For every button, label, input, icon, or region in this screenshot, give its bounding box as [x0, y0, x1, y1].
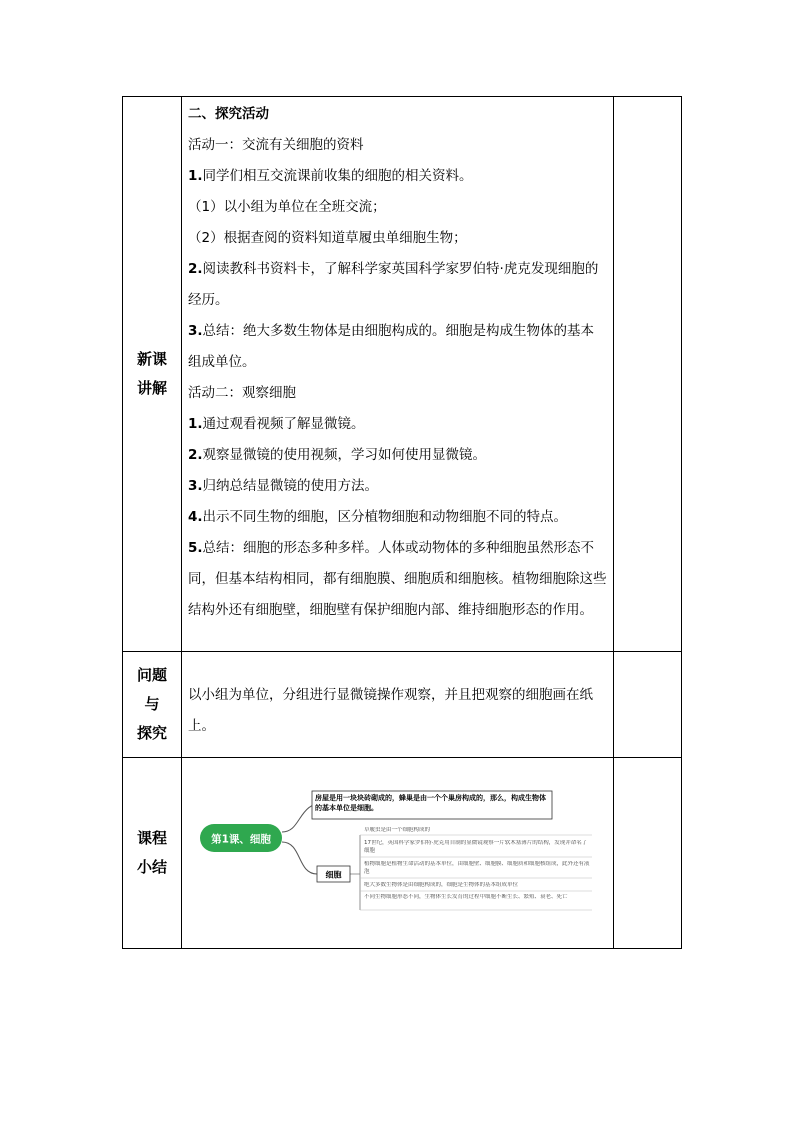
mindmap	[182, 758, 614, 948]
activity-subitem: （1）以小组为单位在全班交流；	[188, 199, 386, 215]
item-number: 1.	[188, 168, 203, 184]
activity-two-title: 活动二：观察细胞	[188, 385, 296, 401]
item-number: 3.	[188, 323, 203, 339]
item-text: 阅读教科书资料卡，了解科学家英国科学家罗伯特·虎克发现细胞的经历。	[188, 261, 599, 308]
mindmap-leaf-text: 不同生物细胞形态不同，生物体生长发育的过程中细胞不断生长、繁殖、衰老、死亡	[364, 894, 568, 900]
mindmap-root-label: 第1课、细胞	[211, 833, 271, 846]
item-text: 观察显微镜的使用视频，学习如何使用显微镜。	[202, 447, 487, 463]
label-line: 问题	[136, 666, 167, 684]
new-lesson-row	[123, 97, 682, 652]
activity-item	[188, 471, 607, 502]
activity-item	[188, 316, 607, 378]
item-number: 4.	[188, 509, 203, 525]
activity-item	[188, 533, 607, 626]
mindmap-leaf-text: 17世纪，英国科学家罗伯特·虎克用自制的显微镜观察一片软木塞薄片的结构，发现并命名了细胞	[364, 840, 588, 854]
mindmap-leaf-text: 草履虫是由一个细胞构成的	[364, 827, 431, 833]
item-text: 归纳总结显微镜的使用方法。	[202, 478, 379, 494]
item-text: 总结：绝大多数生物体是由细胞构成的。细胞是构成生物体的基本组成单位。	[188, 323, 595, 370]
mindmap-leaf-text: 绝大多数生物体是由细胞构成的，细胞是生物体的基本组成单位	[364, 882, 519, 888]
item-number: 1.	[188, 416, 203, 432]
item-text: 通过观看视频了解显微镜。	[202, 416, 365, 432]
row-label-summary	[123, 758, 182, 949]
mindmap-leaf	[364, 861, 592, 878]
question-content: 以小组为单位，分组进行显微镜操作观察，并且把观察的细胞画在纸上。	[182, 652, 614, 758]
activity-subitem: （2）根据查阅的资料知道草履虫单细胞生物；	[188, 230, 467, 246]
section-heading: 二、探究活动	[188, 106, 269, 122]
item-number: 3.	[188, 478, 203, 494]
mindmap-leaf	[364, 840, 592, 857]
activity-item	[188, 161, 607, 192]
mindmap-leaf	[364, 894, 592, 911]
mindmap-branch-label: 细胞	[325, 870, 342, 880]
label-line: 小结	[136, 858, 167, 876]
activity-item	[188, 502, 607, 533]
label-line: 与	[144, 695, 160, 713]
row-label-new-lesson	[123, 97, 182, 652]
notes-cell	[614, 652, 682, 758]
new-lesson-content	[182, 97, 614, 652]
question-row	[123, 652, 682, 758]
mindmap-top-note	[315, 792, 550, 819]
item-number: 5.	[188, 540, 203, 556]
summary-mindmap-cell	[182, 758, 614, 949]
summary-row	[123, 758, 682, 949]
label-line: 课程	[136, 829, 167, 847]
notes-cell	[614, 758, 682, 949]
notes-cell	[614, 97, 682, 652]
lesson-table	[122, 96, 682, 949]
item-number: 2.	[188, 447, 203, 463]
row-label-question	[123, 652, 182, 758]
label-line: 探究	[136, 724, 167, 742]
mindmap-leaf	[364, 827, 592, 836]
activity-item	[188, 440, 607, 471]
item-text: 同学们相互交流课前收集的细胞的相关资料。	[202, 168, 473, 184]
mindmap-top-note-text: 房屋是用一块块砖砌成的，蜂巢是由一个个巢房构成的，那么，构成生物体的基本单位是细胞。	[315, 794, 546, 812]
label-line: 新课	[136, 350, 167, 368]
activity-one-title: 活动一：交流有关细胞的资料	[188, 137, 364, 153]
connector-branch	[282, 842, 317, 874]
activity-item	[188, 254, 607, 316]
connector-leaves	[350, 835, 360, 910]
item-text: 出示不同生物的细胞，区分植物细胞和动物细胞不同的特点。	[202, 509, 568, 525]
item-number: 2.	[188, 261, 203, 277]
mindmap-leaf	[364, 882, 592, 891]
item-text: 总结：细胞的形态多种多样。人体或动物体的多种细胞虽然形态不同，但基本结构相同，都有细胞膜、细胞质和细胞核。植物细胞除这些结构外还有细胞壁，细胞壁有保护细胞内部、维持细胞形态的作用。	[188, 540, 607, 618]
label-line: 讲解	[136, 379, 167, 397]
mindmap-leaf-text: 植物细胞是植物生命活动的基本单位，由细胞壁、细胞膜、细胞质和细胞核组成，此外还有液泡	[364, 861, 590, 875]
activity-item	[188, 409, 607, 440]
